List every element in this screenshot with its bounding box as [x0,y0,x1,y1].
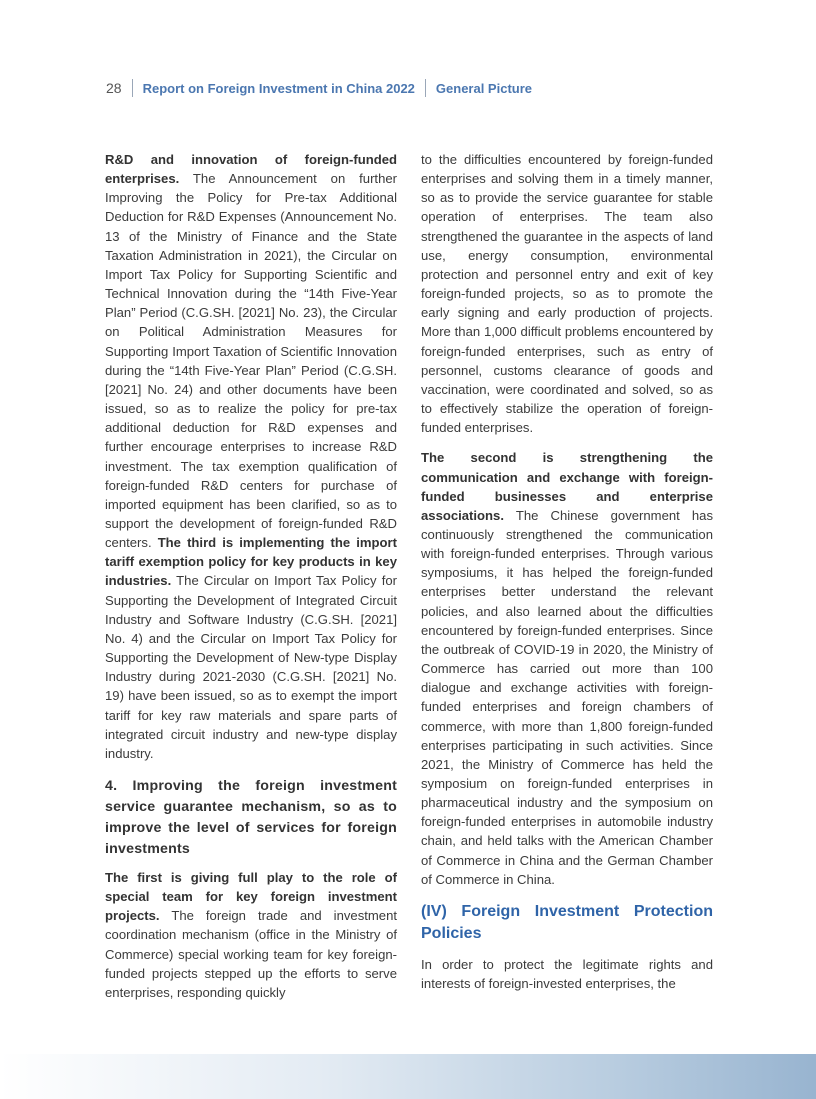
section-heading-iv: (IV) Foreign Investment Protection Policies [421,902,713,942]
left-column [105,150,397,1002]
section-heading-4: 4. Improving the foreign investment service guarantee mechanism, so as to improve the level of services for foreign investments [105,778,397,857]
paragraph-rd [105,150,397,763]
paragraph-lead-bold-3: The first is giving full play to the role of special team for key foreign investment projects. [105,870,397,924]
header-divider-2 [425,79,426,97]
paragraph-text-4: The Chinese government has continuously strengthened the communication with foreign-funded enterprises. Through various symposiums, it has helped the foreign-funded enterprises better understand the relevant policies, and also learned about the difficulties encountered by foreign-funded enterprises. Since the outbreak of COVID-19 in 2020, the Ministry of Commerce has carried out more than 100 dialogue and exchange activities with foreign-funded enterprises and foreign chambers of commerce, with more than 1,800 foreign-funded enterprises participating in such activities. Since 2021, the Ministry of Commerce has held the symposium on foreign-funded enterprises in pharmaceutical industry and the symposium on foreign-funded enterprises in automobile industry chain, and held talks with the American Chamber of Commerce in China and the German Chamber of Commerce in China. [421,507,713,887]
paragraph-text: The Announcement on further Improving the Policy for Pre-tax Additional Deduction for R&D Expenses (Announcement No. 13 of the Ministry of Finance and the State Taxation Administration in 2021), the Circular on Import Tax Policy for Supporting Scientific and Technical Innovation during the “14th Five-Year Plan” Period (C.G.SH. [2021] No. 23), the Circular on Political Administration Measures for Supporting Import Taxation of Scientific Innovation during the “14th Five-Year Plan” Period (C.G.SH. [2021] No. 24) and other documents have been issued, so as to realize the policy for pre-tax additional deduction for R&D expenses and further encourage enterprises to increase R&D investment. The tax exemption qualification of foreign-funded R&D centers for purchase of imported equipment has been clarified, so as to support the development of foreign-funded R&D centers. [105,171,397,551]
right-column [421,150,713,993]
paragraph-lead-bold-2: The third is implementing the import tariff exemption policy for key products in key industries. [105,535,397,589]
section-name: General Picture [435,80,533,96]
paragraph-continued: to the difficulties encountered by foreign-funded enterprises and solving them in a timely manner, so as to provide the service guarantee for stable operation of enterprises. The team also strengthened the guarantee in the aspects of land use, energy consumption, environmental protection and personnel entry and exit of key foreign-funded projects, so as to promote the early signing and early production of projects. More than 1,000 difficult problems encountered by foreign-funded enterprises, such as entry of personnel, customs clearance of goods and vaccination, were coordinated and solved, so as to effectively stabilize the operation of foreign-funded enterprises. [421,152,713,436]
paragraph-lead-bold-4: The second is strengthening the communication and exchange with foreign-funded businesses and enterprise associations. [421,450,713,523]
page-number: 28 [106,80,122,96]
paragraph-lead-bold: R&D and innovation of foreign-funded enterprises. [105,152,397,187]
paragraph-text-2: The Circular on Import Tax Policy for Supporting the Development of Integrated Circuit Industry and Software Industry (C.G.SH. [2021] No. 4) and the Circular on Import Tax Policy for Supporting the Development of New-type Display Industry during 2021-2030 (C.G.SH. [2021] No. 19) have been issued, so as to exempt the import tariff for key raw materials and spare parts of integrated circuit industry and new-type display industry. [105,573,397,761]
report-title: Report on Foreign Investment in China 2022 [142,80,415,96]
paragraph-protection: In order to protect the legitimate rights and interests of foreign-invested enterprises, the [421,956,713,992]
header-divider [132,79,133,97]
page-header [106,76,532,100]
paragraph-communication [421,448,713,889]
paragraph-text-3: The foreign trade and investment coordination mechanism (office in the Ministry of Commerce) special working team for key foreign-funded projects stepped up the efforts to serve enterprises, responding quickly [105,908,397,1000]
paragraph-special-team [105,868,397,1002]
footer-gradient-band [0,1054,816,1099]
